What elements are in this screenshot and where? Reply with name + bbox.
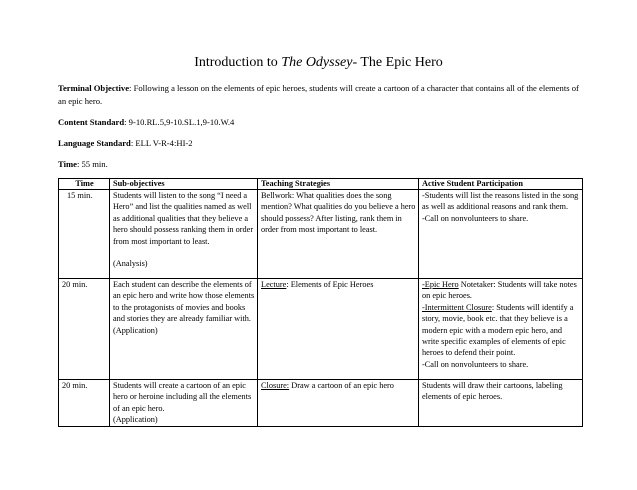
table-row bbox=[59, 279, 583, 380]
row3-teaching-label: Closure: bbox=[261, 381, 290, 390]
row3-time: 20 min. bbox=[59, 380, 110, 427]
row3-active: Students will draw their cartoons, labeling elements of epic heroes. bbox=[419, 380, 583, 427]
row2-active-2 bbox=[422, 302, 580, 359]
lesson-plan-table bbox=[58, 178, 583, 427]
row2-active-3: -Call on nonvolunteers to share. bbox=[422, 359, 529, 369]
header-time: Time bbox=[59, 179, 110, 190]
row2-sub-tag: (Application) bbox=[113, 325, 158, 335]
content-label: Content Standard bbox=[58, 117, 125, 127]
row1-active bbox=[419, 190, 583, 279]
title-suffix: - The Epic Hero bbox=[352, 55, 443, 70]
content-text: : 9-10.RL.5,9-10.SL.1,9-10.W.4 bbox=[124, 117, 235, 127]
time-text: : 55 min. bbox=[76, 159, 108, 169]
row1-sub-tag: (Analysis) bbox=[113, 259, 148, 269]
row1-active-2: -Call on nonvolunteers to share. bbox=[422, 213, 529, 223]
row1-active-1: -Students will list the reasons listed in the song as well as additional reasons and rank them. bbox=[422, 191, 579, 212]
page-title bbox=[0, 54, 637, 72]
row2-teaching bbox=[258, 279, 419, 380]
row1-teaching: Bellwork: What qualities does the song mention? What qualities do you believe a hero should possess? After listing, rank them in order from most important to least. bbox=[258, 190, 419, 279]
row2-sub-objectives bbox=[110, 279, 258, 380]
table-header-row bbox=[59, 179, 583, 190]
title-italic: The Odyssey bbox=[281, 55, 353, 70]
row3-sub-text: Students will create a cartoon of an epic hero or heroine including all the elements of an epic hero. bbox=[113, 381, 252, 413]
row2-active-1-text: Notetaker: Students will take notes on epic heroes. bbox=[422, 280, 577, 301]
row1-sub-text: Students will listen to the song “I need a Hero” and list the qualities named as well as additional qualities that they believe a hero should possess ranking them in order from most important to least. bbox=[113, 191, 254, 246]
row2-time: 20 min. bbox=[59, 279, 110, 380]
objective-text: : Following a lesson on the elements of epic heroes, students will create a cartoon of a character that contains all of the elements of an epic hero. bbox=[58, 83, 579, 106]
row3-teaching bbox=[258, 380, 419, 427]
row2-active-2-label: -Intermittent Closure bbox=[422, 302, 492, 312]
row2-active bbox=[419, 279, 583, 380]
title-prefix: Introduction to bbox=[194, 55, 282, 70]
content-standard bbox=[58, 116, 583, 129]
table-row bbox=[59, 380, 583, 427]
time-label: Time bbox=[58, 159, 77, 169]
row2-active-1-label: -Epic Hero bbox=[422, 280, 459, 289]
row2-teaching-label: Lecture bbox=[261, 280, 287, 289]
row2-teaching-text: : Elements of Epic Heroes bbox=[286, 280, 374, 289]
header-sub-objectives: Sub-objectives bbox=[110, 179, 258, 190]
header-active-participation: Active Student Participation bbox=[419, 179, 583, 190]
row2-active-1 bbox=[422, 279, 580, 302]
header-teaching-strategies: Teaching Strategies bbox=[258, 179, 419, 190]
row1-sub-objectives bbox=[110, 190, 258, 279]
language-label: Language Standard bbox=[58, 138, 131, 148]
objective-label: Terminal Objective bbox=[58, 83, 130, 93]
time-line bbox=[58, 158, 583, 171]
row3-teaching-text: Draw a cartoon of an epic hero bbox=[289, 381, 394, 390]
row2-sub-text: Each student can describe the elements of an epic hero and write how those elements to the protagonists of movies and books and stories they are already familiar with. bbox=[113, 280, 255, 324]
row1-time: 15 min. bbox=[59, 190, 110, 279]
language-standard bbox=[58, 137, 583, 150]
language-text: : ELL V-R-4:HI-2 bbox=[130, 138, 193, 148]
row3-sub-tag: (Application) bbox=[113, 415, 158, 425]
table-row bbox=[59, 190, 583, 279]
terminal-objective bbox=[58, 82, 583, 108]
row3-sub-objectives bbox=[110, 380, 258, 427]
row2-active-2-text: : Students will identify a story, movie, book etc. that they believe is a modern epic with a modern epic hero, and write specific examples of elements of epic heroes to defend their point. bbox=[422, 302, 574, 358]
